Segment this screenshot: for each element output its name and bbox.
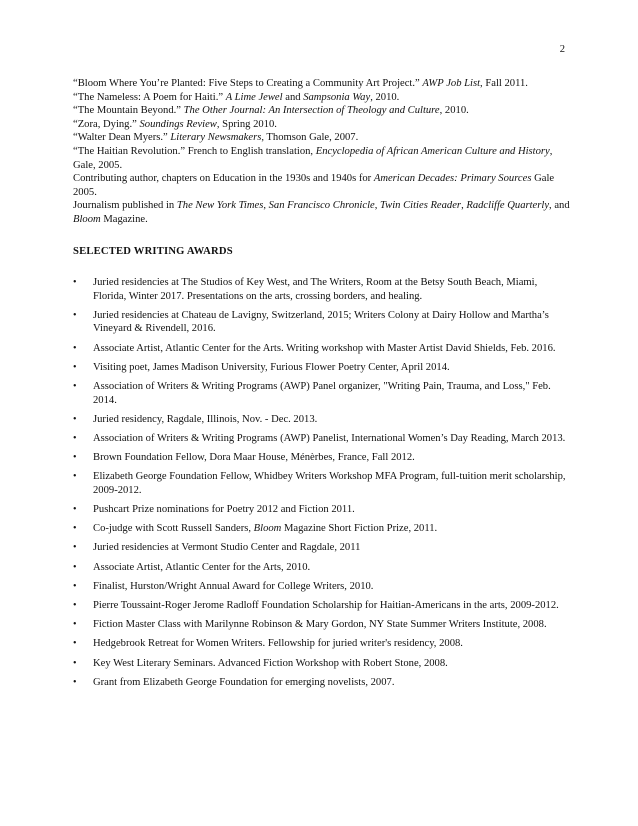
text-run: Grant from Elizabeth George Foundation for emerging novelists, 2007. — [93, 676, 395, 688]
italic-title: Radcliffe Quarterly — [466, 200, 550, 212]
text-run: Co-judge with Scott Russell Sanders, — [93, 523, 254, 535]
text-run: , — [374, 200, 381, 212]
italic-title: Twin Cities Reader — [380, 200, 462, 212]
text-run: “Zora, Dying.” — [73, 118, 140, 130]
text-run: “The Mountain Beyond.” — [73, 105, 184, 117]
bullet-icon: • — [73, 309, 77, 321]
publication-entry — [73, 145, 573, 172]
text-run: Visiting poet, James Madison University, Furious Flower Poetry Center, April 2014. — [93, 361, 450, 373]
bullet-icon: • — [73, 523, 77, 535]
bullet-icon: • — [73, 432, 77, 444]
award-item — [73, 380, 566, 407]
text-run: , Thomson Gale, 2007. — [261, 132, 359, 144]
publication-entry — [73, 77, 573, 91]
award-item — [73, 618, 566, 632]
text-run: Association of Writers & Writing Programs (AWP) Panel organizer, "Writing Pain, Trauma, and Loss," Feb. 2014. — [93, 380, 551, 406]
italic-title: Literary Newsmakers — [170, 132, 262, 144]
award-item — [73, 413, 566, 427]
publication-entry — [73, 104, 573, 118]
text-run: Associate Artist, Atlantic Center for the Arts. Writing workshop with Master Artist David Shields, Feb. 2016. — [93, 342, 556, 354]
text-run: , Spring 2010. — [216, 118, 277, 130]
bullet-icon: • — [73, 361, 77, 373]
text-run: , and — [549, 200, 570, 212]
text-run: Pushcart Prize nominations for Poetry 2012 and Fiction 2011. — [93, 504, 355, 516]
bullet-icon: • — [73, 413, 77, 425]
text-run: Pierre Toussaint-Roger Jerome Radloff Foundation Scholarship for Haitian-Americans in the arts, 2009-2012. — [93, 600, 559, 611]
italic-title: Bloom — [253, 523, 282, 535]
text-run: and — [282, 91, 304, 103]
publication-entry — [73, 199, 573, 226]
award-item — [73, 470, 566, 497]
text-run: Gale 2005. — [73, 173, 555, 198]
text-run: Fiction Master Class with Marilynne Robinson & Mary Gordon, NY State Summer Writers Institute, 2008. — [93, 619, 547, 631]
text-run: Juried residencies at Chateau de Lavigny, Switzerland, 2015; Writers Colony at Dairy Hollow and Martha’s Vineyard & Rivendell, 2016. — [93, 309, 549, 335]
text-run: “Bloom Where You’re Planted: Five Steps to Creating a Community Art Project.” — [73, 78, 423, 89]
text-run: Juried residency, Ragdale, Illinois, Nov. - Dec. 2013. — [93, 413, 318, 425]
text-run: , 2010. — [370, 91, 400, 103]
text-run: , — [263, 200, 269, 212]
bullet-icon: • — [73, 542, 77, 554]
text-run: Juried residencies at Vermont Studio Center and Ragdale, 2011 — [93, 542, 361, 554]
bullet-icon: • — [73, 638, 77, 650]
italic-title: San Francisco Chronicle — [268, 200, 375, 212]
bullet-icon: • — [73, 657, 77, 669]
text-run: Brown Foundation Fellow, Dora Maar House, Ménèrbes, France, Fall 2012. — [93, 452, 415, 464]
italic-title: The Other Journal: An Intersection of Theology and Culture — [183, 105, 440, 117]
text-run: Associate Artist, Atlantic Center for the Arts, 2010. — [93, 561, 311, 573]
italic-title: American Decades: Primary Sources — [373, 173, 532, 185]
award-item — [73, 561, 566, 575]
text-run: Key West Literary Seminars. Advanced Fiction Workshop with Robert Stone, 2008. — [93, 657, 448, 669]
publication-entry — [73, 131, 573, 145]
award-item — [73, 503, 566, 517]
bullet-icon: • — [73, 600, 77, 611]
bullet-icon: • — [73, 471, 77, 483]
bullet-icon: • — [73, 452, 77, 464]
text-run: Finalist, Hurston/Wright Annual Award for College Writers, 2010. — [93, 580, 374, 592]
text-run: , — [461, 200, 467, 212]
italic-title: Bloom — [73, 213, 101, 225]
award-item — [73, 342, 566, 356]
bullet-icon: • — [73, 676, 77, 688]
award-item — [73, 599, 566, 613]
publication-entry — [73, 91, 573, 105]
publication-entry — [73, 172, 573, 199]
text-run: Contributing author, chapters on Education in the 1930s and 1940s for — [73, 173, 374, 185]
italic-title: AWP Job List — [422, 78, 481, 89]
award-item — [73, 657, 566, 671]
text-run: , Gale, 2005. — [73, 145, 553, 171]
bullet-icon: • — [73, 504, 77, 516]
text-run: Magazine. — [100, 213, 148, 225]
section-heading-awards: SELECTED WRITING AWARDS — [73, 246, 233, 257]
text-run: , 2010. — [439, 105, 469, 117]
award-item — [73, 676, 566, 690]
text-run: , Fall 2011. — [480, 78, 528, 89]
publications-list — [73, 77, 573, 227]
award-item — [73, 361, 566, 375]
bullet-icon: • — [73, 380, 77, 392]
bullet-icon: • — [73, 277, 77, 288]
bullet-icon: • — [73, 342, 77, 354]
page-number: 2 — [559, 44, 565, 55]
italic-title: Soundings Review — [139, 118, 217, 130]
publication-entry — [73, 118, 573, 132]
award-item — [73, 541, 566, 555]
text-run: Journalism published in — [73, 200, 177, 212]
text-run: Hedgebrook Retreat for Women Writers. Fellowship for juried writer's residency, 2008. — [93, 638, 463, 650]
award-item — [73, 276, 566, 303]
award-item — [73, 580, 566, 594]
text-run: “The Haitian Revolution.” French to English translation, — [73, 145, 316, 157]
bullet-icon: • — [73, 561, 77, 573]
italic-title: Sampsonia Way — [303, 91, 371, 103]
bullet-icon: • — [73, 580, 77, 592]
text-run: “Walter Dean Myers.” — [73, 132, 171, 144]
text-run: “The Nameless: A Poem for Haiti.” — [73, 91, 226, 103]
award-item — [73, 432, 566, 446]
italic-title: A Lime Jewel — [225, 91, 283, 103]
award-item — [73, 451, 566, 465]
award-item — [73, 522, 566, 536]
text-run: Juried residencies at The Studios of Key West, and The Writers, Room at the Betsy South Beach, Miami, Florida, Winter 2017. Presentations on the arts, crossing borders, and healing. — [93, 277, 538, 302]
text-run: Elizabeth George Foundation Fellow, Whidbey Writers Workshop MFA Program, full-tuition merit scholarship, 2009-2012. — [93, 471, 566, 496]
italic-title: The New York Times — [176, 200, 264, 212]
award-item — [73, 309, 566, 336]
text-run: Magazine Short Fiction Prize, 2011. — [281, 523, 438, 535]
bullet-icon: • — [73, 619, 77, 631]
text-run: Association of Writers & Writing Programs (AWP) Panelist, International Women’s Day Reading, March 2013. — [93, 432, 566, 444]
award-item — [73, 637, 566, 651]
italic-title: Encyclopedia of African American Culture and History — [315, 145, 550, 157]
awards-list — [73, 276, 566, 695]
